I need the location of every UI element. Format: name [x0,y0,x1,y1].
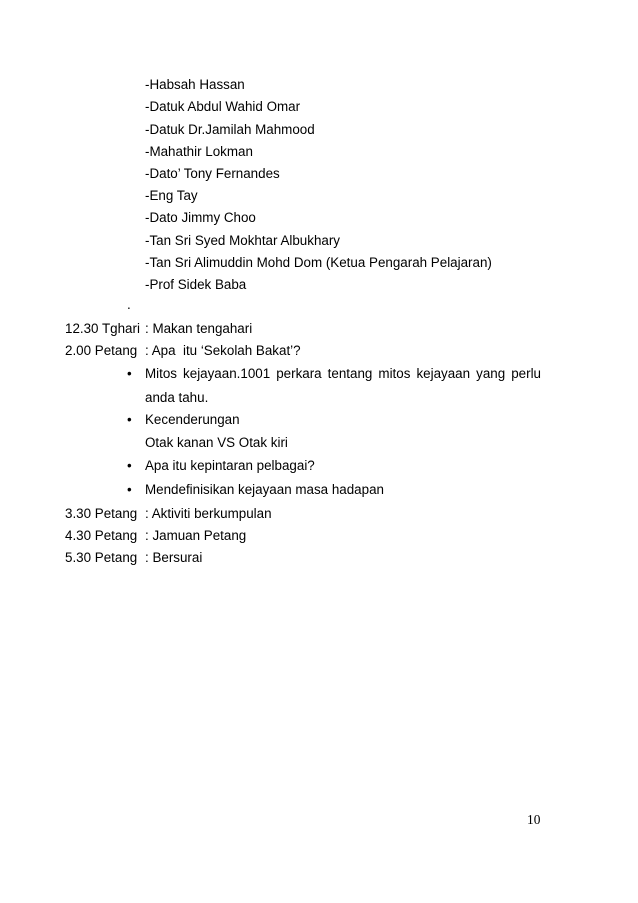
page-number: 10 [527,812,541,827]
speaker-name: -Habsah Hassan [145,77,245,92]
schedule-time: 12.30 Tghari [65,321,140,336]
schedule-time: 5.30 Petang [65,550,138,565]
schedule-desc: : Apa itu ‘Sekolah Bakat’? [145,343,301,358]
speaker-name: -Tan Sri Alimuddin Mohd Dom (Ketua Pengarah Pelajaran) [145,255,492,270]
bullet-icon: • [127,412,132,427]
speaker-name: -Prof Sidek Baba [145,277,247,292]
speaker-name: -Datuk Dr.Jamilah Mahmood [145,122,315,137]
schedule-desc: : Jamuan Petang [145,528,247,543]
bullet-icon: • [127,482,132,497]
speaker-name: -Mahathir Lokman [145,144,253,159]
speaker-name: -Tan Sri Syed Mokhtar Albukhary [145,233,340,248]
bullet-item-continuation: anda tahu. [145,390,209,405]
bullet-item: Kecenderungan [145,412,240,427]
schedule-time: 4.30 Petang [65,528,138,543]
bullet-item-continuation: Otak kanan VS Otak kiri [145,435,288,450]
schedule-time: 2.00 Petang [65,343,138,358]
speaker-name: -Dato Jimmy Choo [145,210,256,225]
bullet-icon: • [127,458,132,473]
speaker-name: -Dato’ Tony Fernandes [145,166,280,181]
speaker-name: -Eng Tay [145,188,198,203]
schedule-desc: : Aktiviti berkumpulan [145,506,272,521]
bullet-item: Mitos kejayaan.1001 perkara tentang mitos kejayaan yang perlu [145,366,541,381]
schedule-desc: : Bersurai [145,550,203,565]
schedule-time: 3.30 Petang [65,506,138,521]
speaker-name: -Datuk Abdul Wahid Omar [145,99,301,114]
bullet-icon: • [127,366,132,381]
stray-dot: . [127,297,131,312]
bullet-item: Mendefinisikan kejayaan masa hadapan [145,482,384,497]
schedule-desc: : Makan tengahari [145,321,253,336]
bullet-item: Apa itu kepintaran pelbagai? [145,458,315,473]
